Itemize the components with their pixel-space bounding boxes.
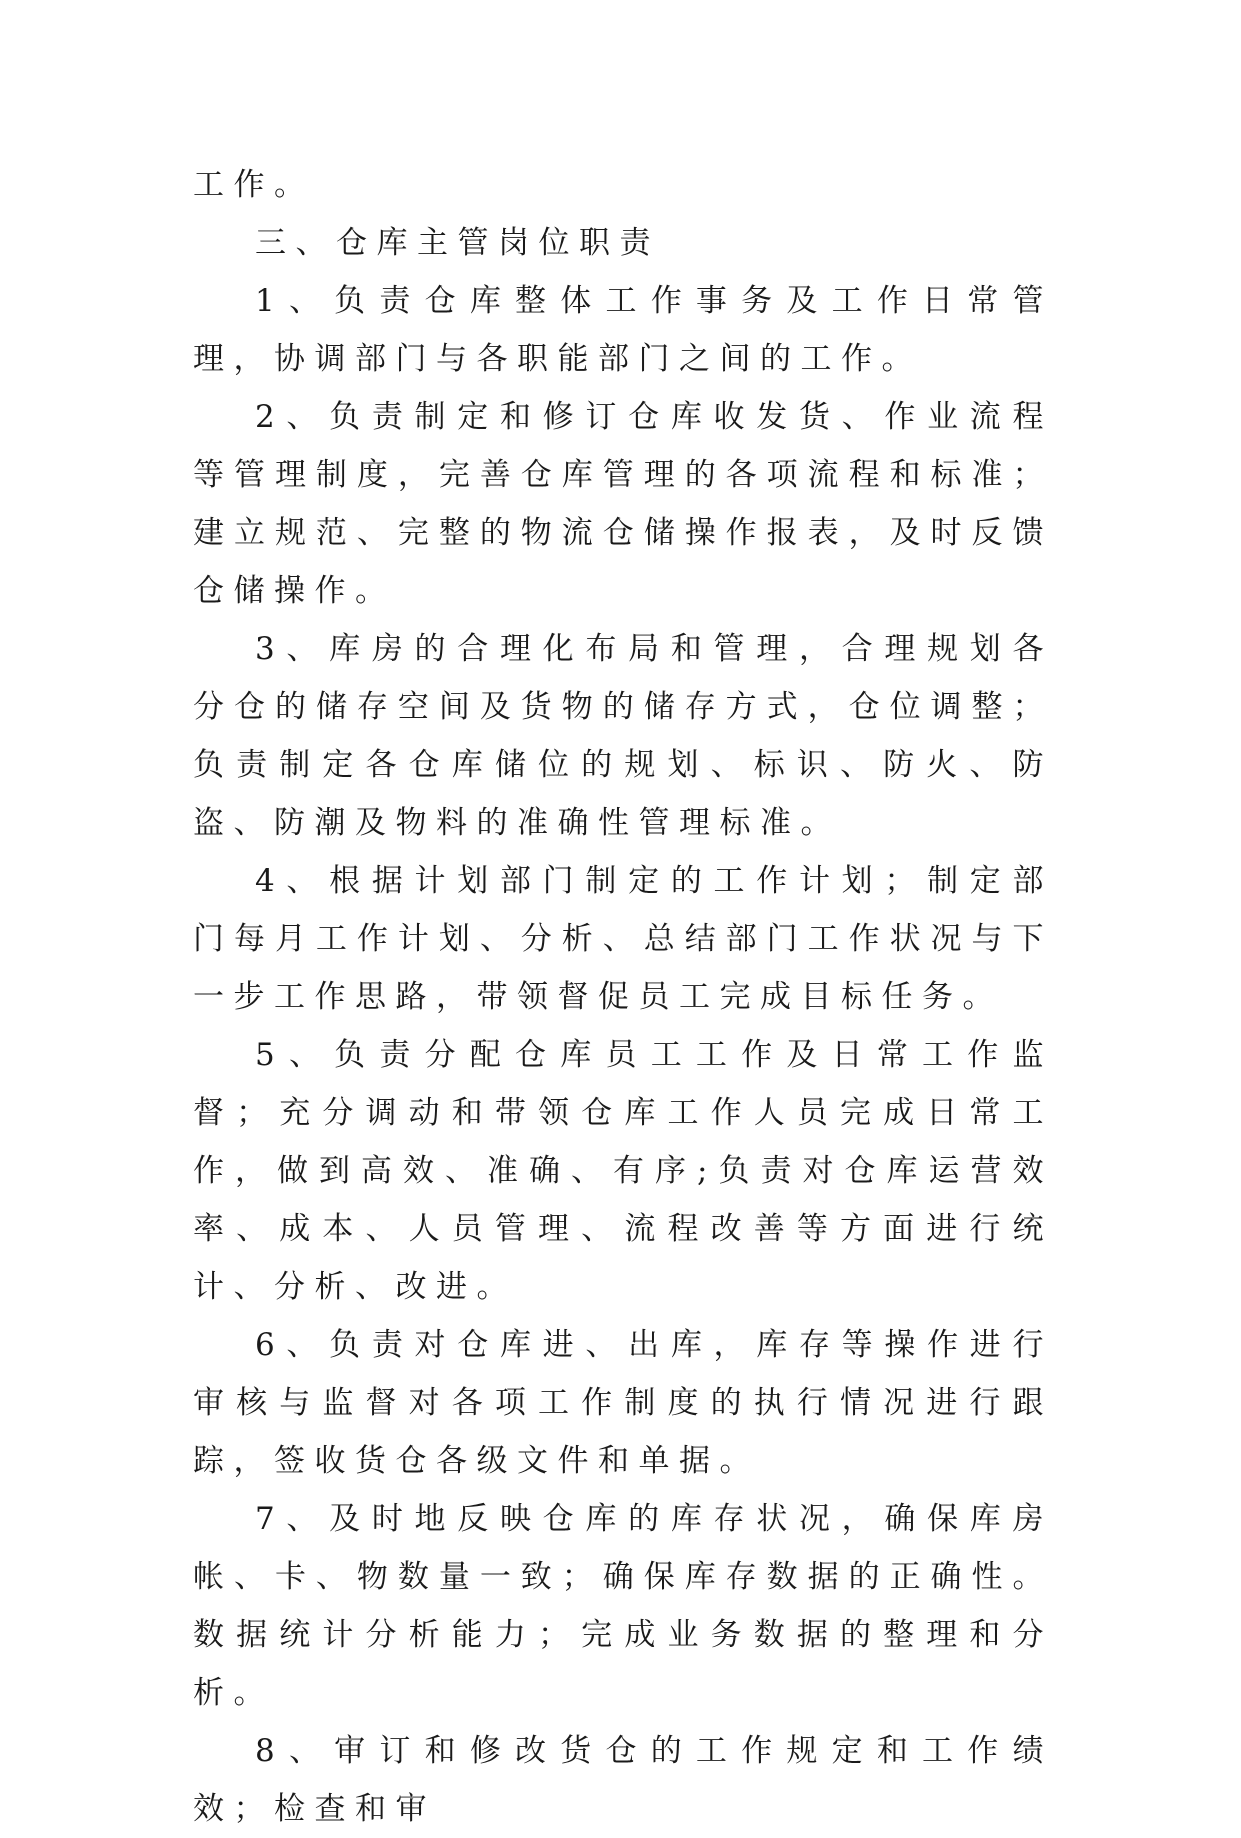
section-heading: 三、仓库主管岗位职责: [255, 225, 660, 261]
list-item-8: 8、审订和修改货仓的工作规定和工作绩效；检查和审: [193, 1733, 1053, 1827]
list-item-6: 6、负责对仓库进、出库，库存等操作进行审核与监督对各项工作制度的执行情况进行跟踪，签收货仓各级文件和单据。: [193, 1327, 1053, 1479]
document-body: [193, 156, 1053, 1838]
list-item-5: 5、负责分配仓库员工工作及日常工作监督；充分调动和带领仓库工作人员完成日常工作，做到高效、准确、有序;负责对仓库运营效率、成本、人员管理、流程改善等方面进行统计、分析、改进。: [193, 1037, 1053, 1305]
list-item-3: 3、库房的合理化布局和管理，合理规划各分仓的储存空间及货物的储存方式，仓位调整；负责制定各仓库储位的规划、标识、防火、防盗、防潮及物料的准确性管理标准。: [193, 631, 1053, 841]
list-item-4: 4、根据计划部门制定的工作计划；制定部门每月工作计划、分析、总结部门工作状况与下一步工作思路，带领督促员工完成目标任务。: [193, 863, 1053, 1015]
list-item-7: 7、及时地反映仓库的库存状况，确保库房帐、卡、物数量一致；确保库存数据的正确性。数据统计分析能力；完成业务数据的整理和分析。: [193, 1501, 1053, 1711]
list-item-2: 2、负责制定和修订仓库收发货、作业流程等管理制度，完善仓库管理的各项流程和标准；建立规范、完整的物流仓储操作报表，及时反馈仓储操作。: [193, 399, 1053, 609]
paragraph-continuation: 工作。: [193, 167, 315, 203]
list-item-1: 1、负责仓库整体工作事务及工作日常管理，协调部门与各职能部门之间的工作。: [193, 283, 1053, 377]
